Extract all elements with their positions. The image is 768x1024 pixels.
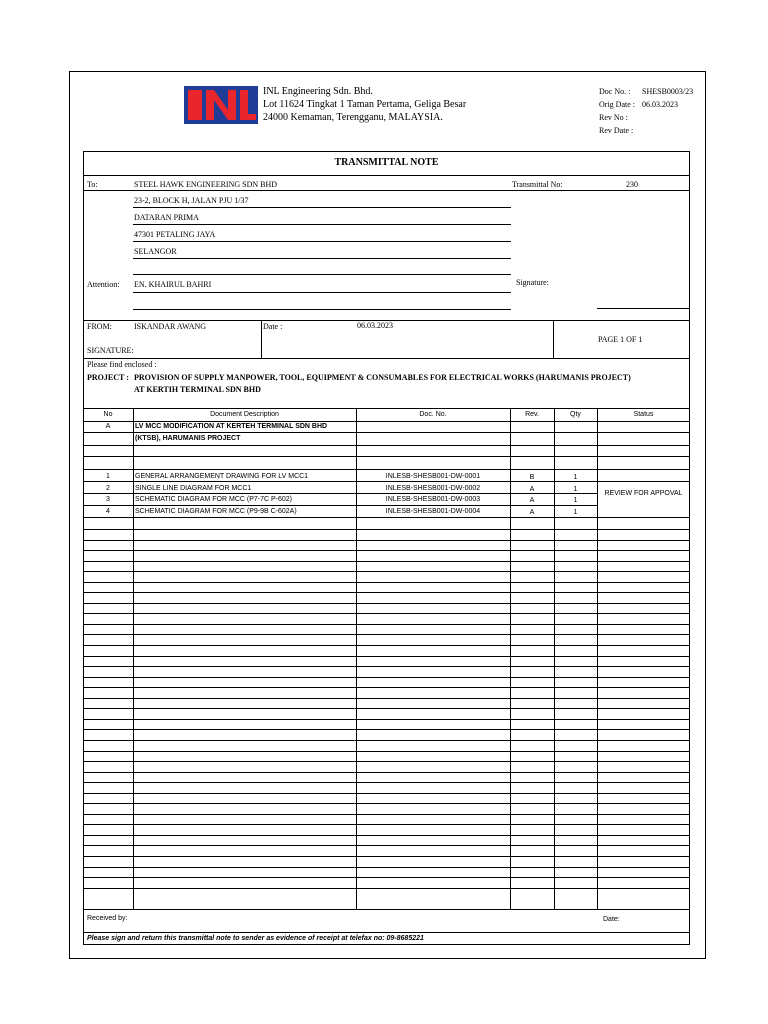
row-3-qty: 1 — [573, 497, 578, 504]
table-row-line — [83, 571, 690, 572]
table-row-line — [83, 517, 690, 518]
table-row-line — [83, 814, 690, 815]
table-row-line — [83, 613, 690, 614]
table-row-line — [83, 772, 690, 773]
row-1-no: 1 — [106, 473, 110, 480]
signature-from-label: SIGNATURE: — [87, 346, 134, 355]
company-name: INL Engineering Sdn. Bhd. — [263, 86, 373, 97]
table-row-line — [83, 677, 690, 678]
row-1-doc-no: INLESB-SHESB001-DW-0001 — [385, 473, 481, 480]
page-title: TRANSMITTAL NOTE — [334, 157, 439, 168]
table-column-line — [133, 408, 134, 909]
row-1-rev: B — [529, 474, 535, 481]
table-row-line — [83, 529, 690, 530]
table-row-line — [83, 793, 690, 794]
row-3-doc-no: INLESB-SHESB001-DW-0003 — [385, 496, 481, 503]
orig-date-value: 06.03.2023 — [642, 100, 678, 109]
footer-note: Please sign and return this transmittal note to sender as evidence of receipt at telefax no: 09-8685221 — [87, 935, 424, 942]
table-row-line — [83, 687, 690, 688]
to-line-2: 23-2, BLOCK H, JALAN PJU 1/37 — [134, 196, 249, 205]
company-address-line1: Lot 11624 Tingkat 1 Taman Pertama, Geliga Besar — [263, 99, 467, 110]
table-row-line — [83, 469, 690, 470]
from-name: ISKANDAR AWANG — [134, 322, 207, 331]
table-row-line — [83, 634, 690, 635]
header-qty: Qty — [570, 411, 581, 418]
table-row-line — [83, 540, 690, 541]
table-row-line — [83, 698, 690, 699]
table-row-line — [83, 408, 690, 409]
row-4-doc-no: INLESB-SHESB001-DW-0004 — [385, 508, 481, 515]
signature-to-label: Signature: — [516, 278, 549, 287]
table-row-line — [83, 824, 690, 825]
status-merged-cell — [598, 482, 689, 516]
table-row-line — [83, 761, 690, 762]
row-2-description: SINGLE LINE DIAGRAM FOR MCC1 — [135, 485, 252, 492]
to-line-3: DATARAN PRIMA — [134, 213, 199, 222]
project-line-2: AT KERTIH TERMINAL SDN BHD — [134, 385, 261, 394]
attention-label: Attention: — [87, 280, 120, 289]
to-line-1: STEEL HAWK ENGINEERING SDN BHD — [134, 180, 278, 189]
rev-no-label: Rev No : — [599, 113, 628, 122]
row-4-description: SCHEMATIC DIAGRAM FOR MCC (P9-9B C-602A) — [135, 508, 297, 515]
received-by-label: Received by: — [87, 915, 128, 922]
attention-value: EN. KHAIRUL BAHRI — [134, 280, 212, 289]
company-logo — [184, 84, 258, 126]
doc-no-label: Doc No. : — [599, 87, 631, 96]
to-label: To: — [87, 180, 98, 189]
table-row-line — [83, 845, 690, 846]
table-row-line — [83, 751, 690, 752]
form-frame — [83, 151, 690, 945]
page-count: PAGE 1 OF 1 — [598, 335, 643, 344]
table-column-line — [554, 408, 555, 909]
table-row-line — [83, 432, 690, 433]
table-row-line — [83, 867, 690, 868]
table-row-line — [83, 603, 690, 604]
project-label: PROJECT : — [87, 373, 129, 382]
table-row-line — [83, 909, 690, 910]
date-label: Date : — [263, 322, 283, 331]
table-row-line — [83, 835, 690, 836]
table-row-line — [83, 729, 690, 730]
rev-date-label: Rev Date : — [599, 126, 634, 135]
orig-date-label: Orig Date : — [599, 100, 635, 109]
table-row-line — [83, 656, 690, 657]
enclosed-text: Please find enclosed : — [87, 360, 157, 369]
table-row-line — [83, 719, 690, 720]
section-title-2: (KTSB), HARUMANIS PROJECT — [135, 435, 241, 442]
to-line-5: SELANGOR — [134, 247, 177, 256]
table-row-line — [83, 856, 690, 857]
table-row-line — [83, 456, 690, 457]
row-4-no: 4 — [106, 508, 110, 515]
from-label: FROM: — [87, 322, 112, 331]
header-doc-no: Doc. No. — [419, 411, 447, 418]
row-3-no: 3 — [106, 496, 110, 503]
table-row-line — [83, 561, 690, 562]
header-no: No — [103, 411, 113, 418]
row-4-rev: A — [529, 509, 535, 516]
table-row-line — [83, 803, 690, 804]
table-row-line — [83, 888, 690, 889]
table-column-line — [510, 408, 511, 909]
row-2-rev: A — [529, 486, 535, 493]
table-row-line — [83, 645, 690, 646]
doc-no-value: SHESB0003/23 — [642, 87, 694, 96]
header-status: Status — [633, 411, 654, 418]
row-1-description: GENERAL ARRANGEMENT DRAWING FOR LV MCC1 — [135, 473, 309, 480]
date-value: 06.03.2023 — [357, 321, 393, 330]
company-address-line2: 24000 Kemaman, Terengganu, MALAYSIA. — [263, 112, 443, 123]
row-2-doc-no: INLESB-SHESB001-DW-0002 — [385, 485, 481, 492]
table-row-line — [83, 877, 690, 878]
row-2-qty: 1 — [573, 486, 578, 493]
row-1-qty: 1 — [573, 474, 578, 481]
table-row-line — [83, 708, 690, 709]
section-no: A — [105, 423, 111, 430]
footer-date-label: Date: — [603, 916, 620, 923]
table-row-line — [83, 592, 690, 593]
row-3-description: SCHEMATIC DIAGRAM FOR MCC (P7-7C P-602) — [135, 496, 292, 503]
transmittal-no: 230 — [626, 180, 638, 189]
table-row-line — [83, 740, 690, 741]
status-value: REVIEW FOR APPOVAL — [604, 490, 683, 497]
section-title-1: LV MCC MODIFICATION AT KERTEH TERMINAL SDN BHD — [135, 423, 328, 430]
table-row-line — [83, 666, 690, 667]
row-2-no: 2 — [106, 485, 110, 492]
transmittal-label: Transmittal No: — [512, 180, 563, 189]
table-row-line — [83, 624, 690, 625]
table-row-line — [83, 782, 690, 783]
table-row-line — [83, 582, 690, 583]
project-line-1: PROVISION OF SUPPLY MANPOWER, TOOL, EQUIPMENT & CONSUMABLES FOR ELECTRICAL WORKS (HARUMANIS PROJECT) — [134, 373, 631, 382]
row-4-qty: 1 — [573, 509, 578, 516]
header-description: Document Description — [210, 411, 279, 418]
to-line-4: 47301 PETALING JAYA — [134, 230, 216, 239]
header-rev: Rev. — [525, 411, 539, 418]
row-3-rev: A — [529, 497, 535, 504]
table-row-line — [83, 445, 690, 446]
table-row-line — [83, 550, 690, 551]
